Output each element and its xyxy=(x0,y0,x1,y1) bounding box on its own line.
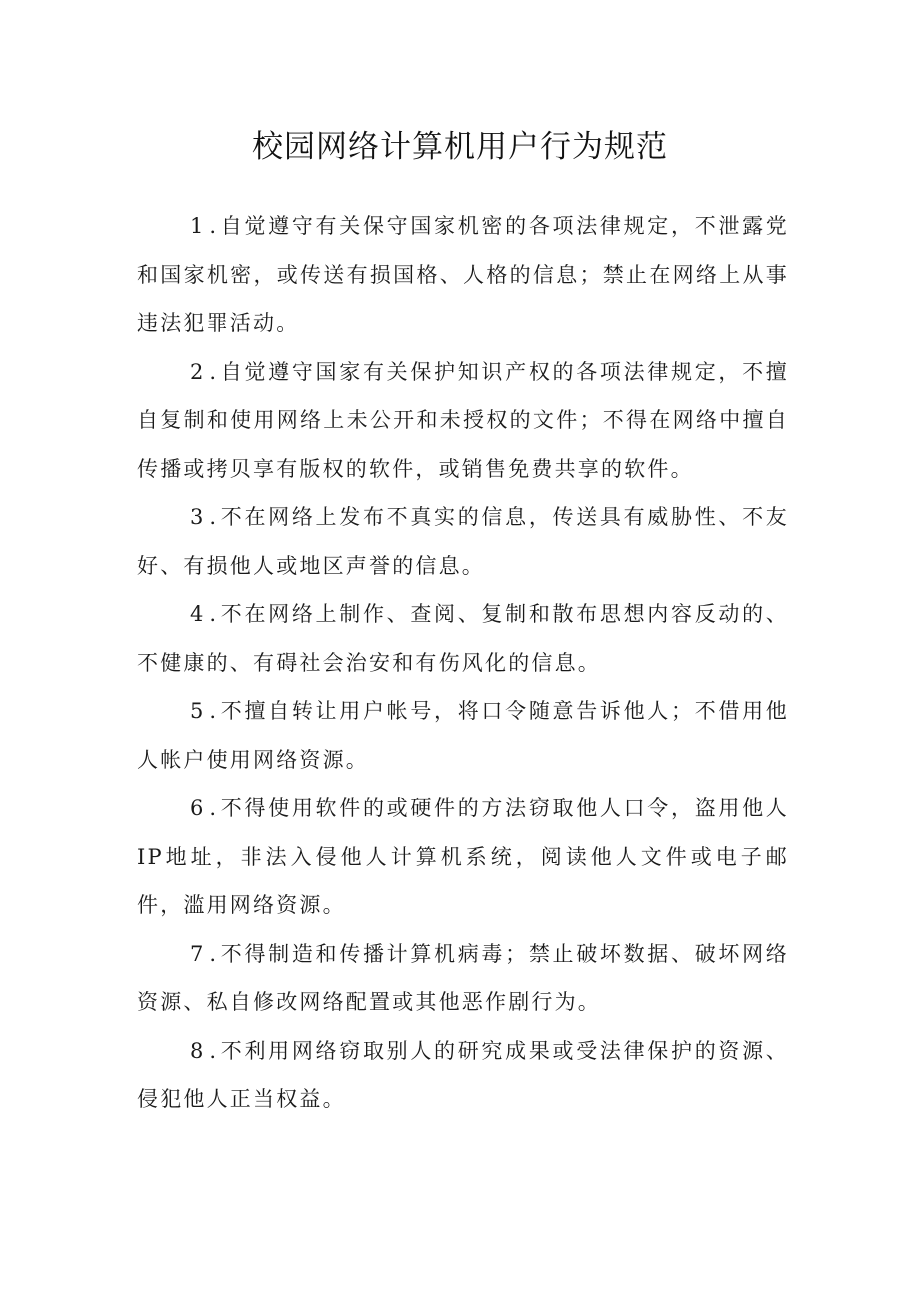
rule-paragraph-7 xyxy=(137,930,789,1027)
rule-number: 5 xyxy=(190,699,204,723)
rule-text: 不在网络上制作、查阅、复制和散布思想内容反动的、不健康的、有碍社会治安和有伤风化的信息。 xyxy=(137,602,789,675)
rule-separator: . xyxy=(209,214,219,238)
rule-number: 4 xyxy=(190,602,204,626)
rule-separator: . xyxy=(209,359,219,384)
rule-text: 不擅自转让用户帐号，将口令随意告诉他人；不借用他人帐户使用网络资源。 xyxy=(137,699,789,772)
rule-separator: . xyxy=(209,796,219,820)
rule-text: 自觉遵守国家有关保护知识产权的各项法律规定，不擅自复制和使用网络上未公开和未授权的文件；不得在网络中擅自传播或拷贝享有版权的软件，或销售免费共享的软件。 xyxy=(137,359,789,481)
rule-text: 不得使用软件的或硬件的方法窃取他人口令，盗用他人IP地址，非法入侵他人计算机系统，阅读他人文件或电子邮件，滥用网络资源。 xyxy=(137,796,789,917)
rule-separator: . xyxy=(209,941,219,966)
rule-separator: . xyxy=(209,699,219,723)
rule-number: 3 xyxy=(190,505,204,529)
rule-separator: . xyxy=(209,602,219,626)
rule-text: 自觉遵守有关保守国家机密的各项法律规定，不泄露党和国家机密，或传送有损国格、人格的信息；禁止在网络上从事违法犯罪活动。 xyxy=(137,214,789,335)
rule-separator: . xyxy=(209,1038,219,1063)
rule-number: 6 xyxy=(190,796,204,820)
rule-paragraph-3 xyxy=(137,493,789,590)
rule-number: 7 xyxy=(190,941,204,966)
rule-paragraph-5 xyxy=(137,687,789,784)
rule-separator: . xyxy=(209,505,219,529)
rule-number: 1 xyxy=(190,214,204,238)
rule-number: 2 xyxy=(190,359,204,384)
rule-paragraph-1 xyxy=(137,202,789,348)
rule-text: 不得制造和传播计算机病毒；禁止破坏数据、破坏网络资源、私自修改网络配置或其他恶作剧行为。 xyxy=(137,941,789,1014)
rule-number: 8 xyxy=(190,1038,204,1063)
rule-paragraph-6 xyxy=(137,784,789,930)
rule-paragraph-8 xyxy=(137,1027,789,1124)
rule-text: 不在网络上发布不真实的信息，传送具有威胁性、不友好、有损他人或地区声誉的信息。 xyxy=(137,505,789,578)
rule-paragraph-2 xyxy=(137,348,789,494)
rule-paragraph-4 xyxy=(137,590,789,687)
rule-text: 不利用网络窃取别人的研究成果或受法律保护的资源、侵犯他人正当权益。 xyxy=(137,1038,789,1111)
page-title: 校园网络计算机用户行为规范 xyxy=(252,129,668,165)
rules-list xyxy=(137,202,789,1124)
